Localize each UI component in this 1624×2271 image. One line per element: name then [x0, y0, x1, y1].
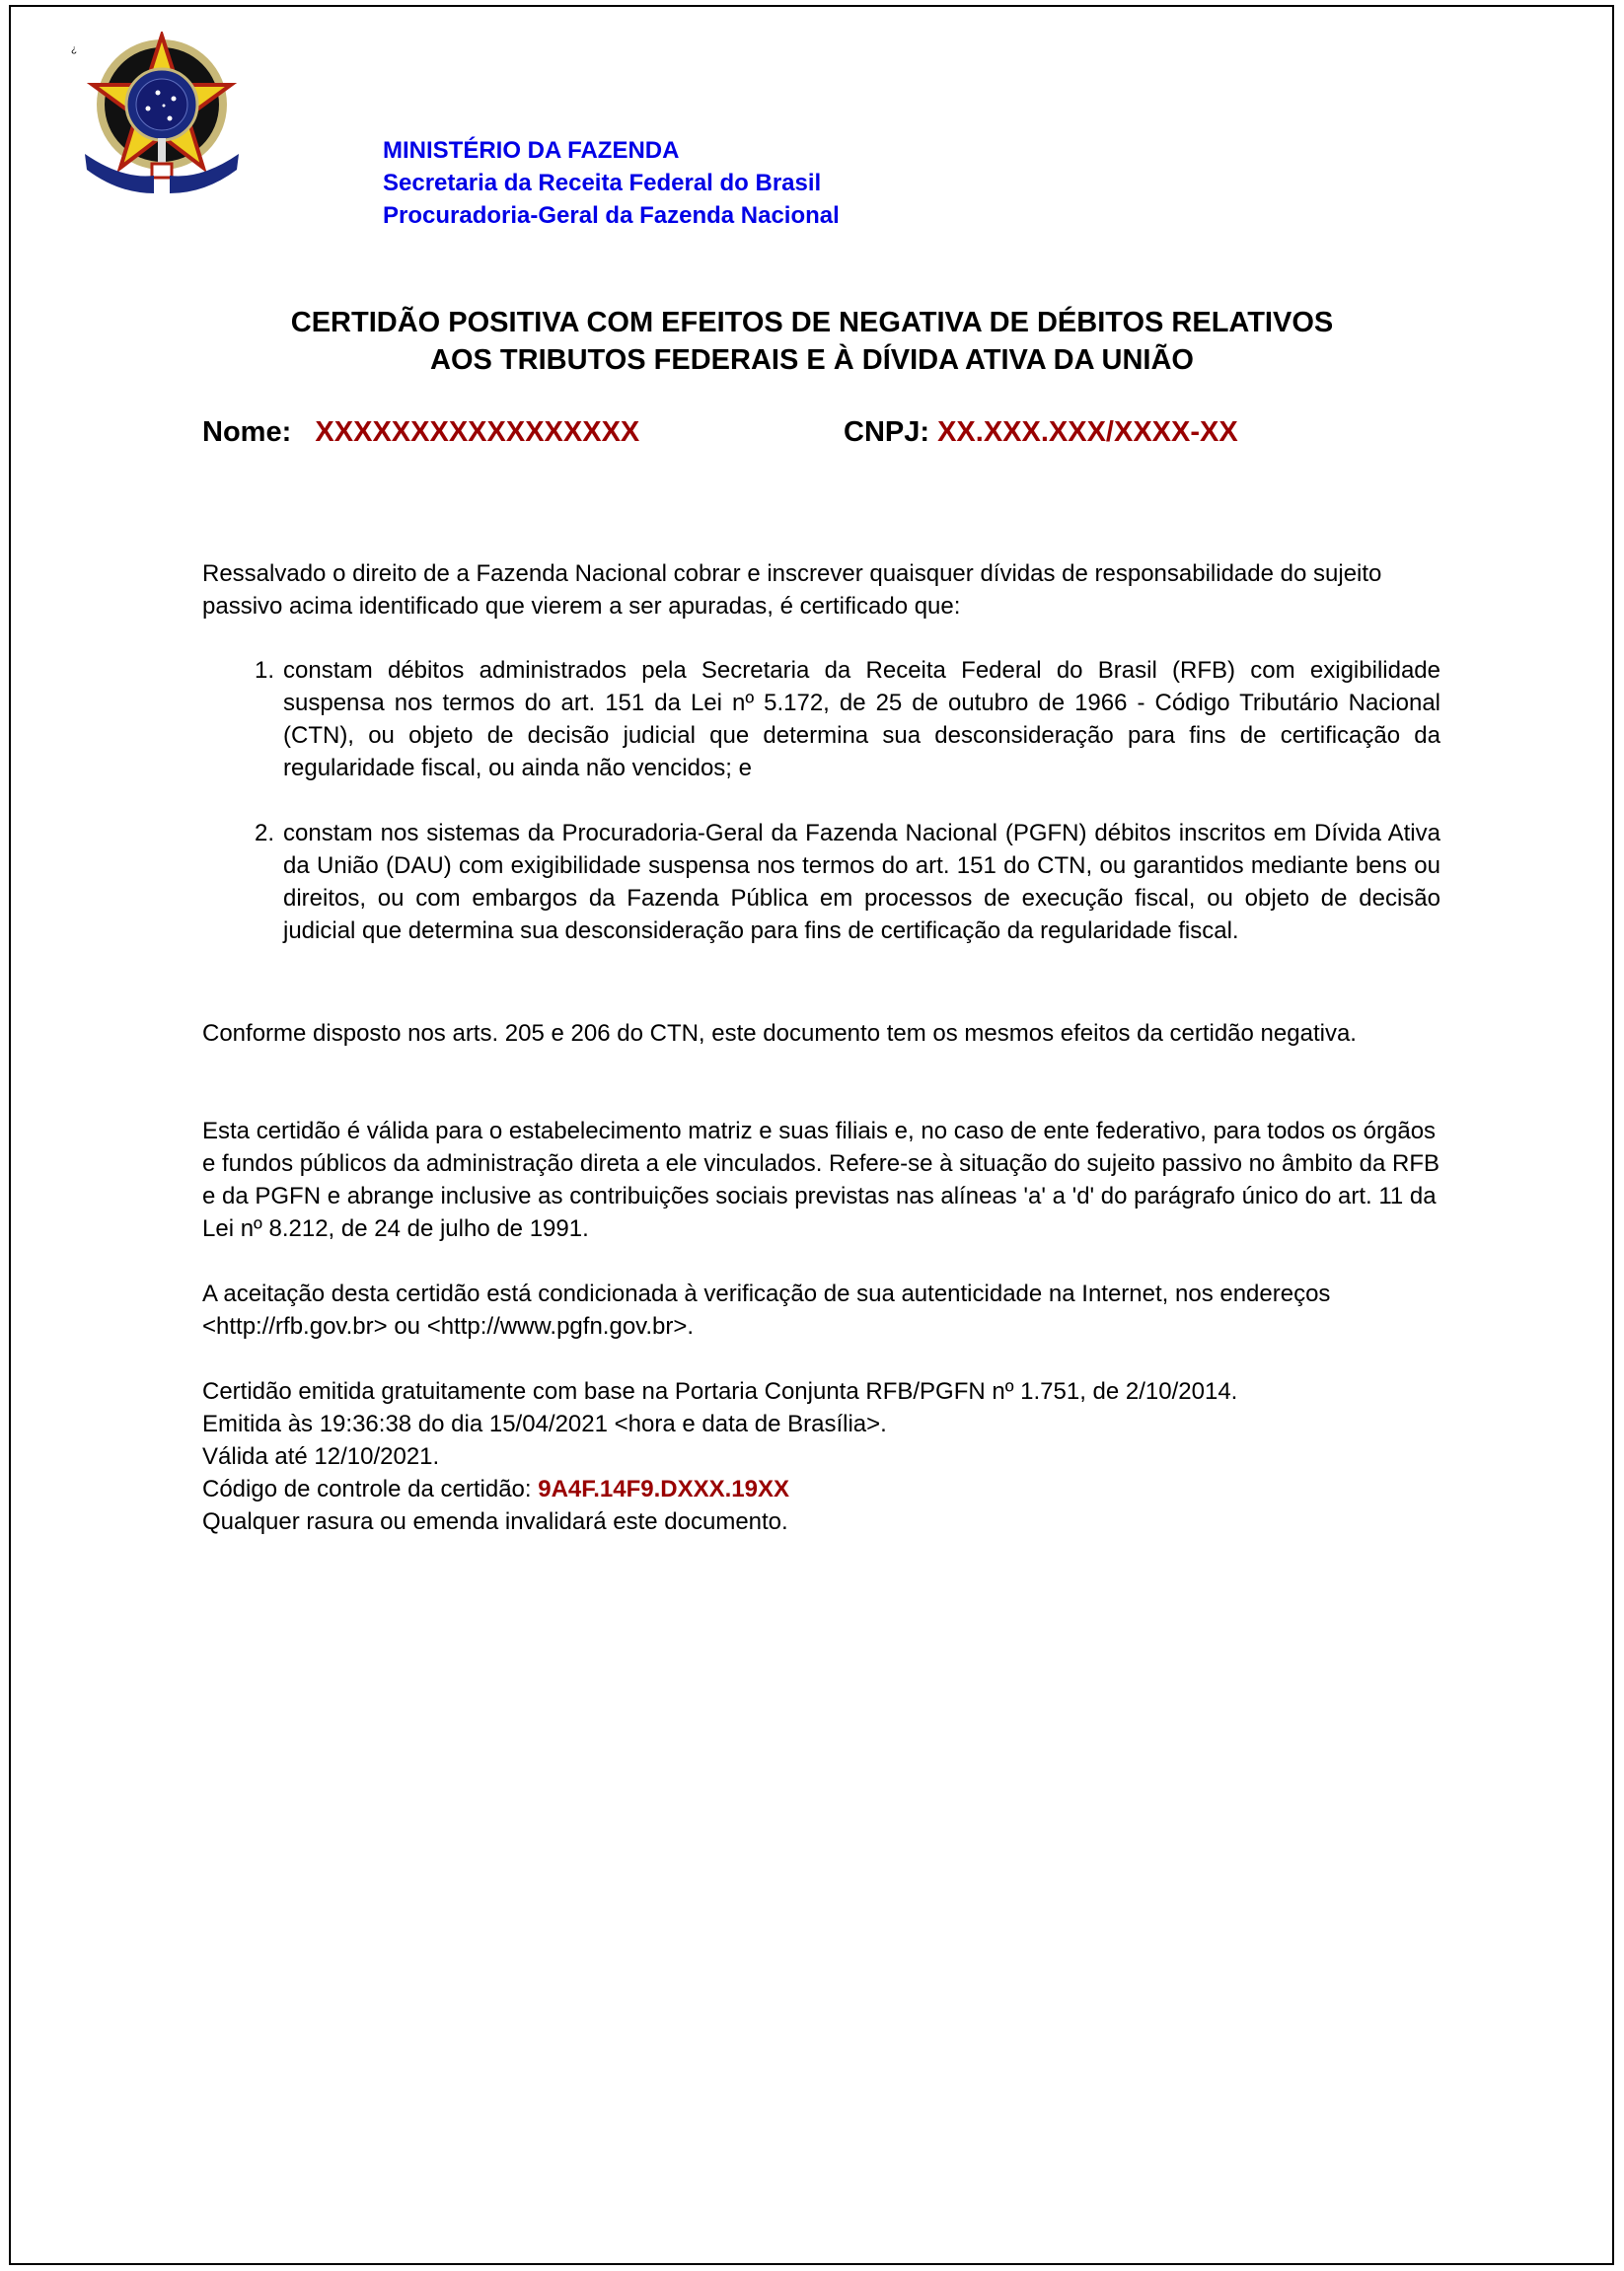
issuer-header: [383, 134, 840, 232]
name-label: Nome:: [202, 416, 292, 448]
effects-paragraph: Conforme disposto nos arts. 205 e 206 do CTN, este documento tem os mesmos efeitos da certidão negativa.: [202, 1020, 1357, 1047]
ministry-name: MINISTÉRIO DA FAZENDA: [383, 137, 680, 164]
attorney-general-name: Procuradoria-Geral da Fazenda Nacional: [383, 202, 840, 229]
item-number: 2.: [255, 820, 275, 846]
control-code-label: Código de controle da certidão:: [202, 1476, 539, 1502]
taxpayer-cnpj: [844, 414, 1238, 450]
cnpj-value: XX.XXX.XXX/XXXX-XX: [937, 416, 1238, 448]
item-text: constam débitos administrados pela Secretaria da Receita Federal do Brasil (RFB) com exigibilidade suspensa nos termos do art. 151 da Lei nº 5.172, de 25 de outubro de 1966 - Código Tributário Nacional (CTN), ou objeto de decisão judicial que determina sua desconsideração para fins de certificação da regularidade fiscal, ou ainda não vencidos; e: [283, 657, 1440, 781]
issued-basis: Certidão emitida gratuitamente com base na Portaria Conjunta RFB/PGFN nº 1.751, de 2/10/2014.: [202, 1378, 1238, 1405]
issued-at: Emitida às 19:36:38 do dia 15/04/2021 <hora e data de Brasília>.: [202, 1411, 887, 1437]
control-code-line: [202, 1473, 1440, 1505]
intro-paragraph: Ressalvado o direito de a Fazenda Nacional cobrar e inscrever quaisquer dívidas de responsabilidade do sujeito passivo acima identificado que vierem a ser apuradas, é certificado que:: [202, 560, 1382, 620]
validity-scope-paragraph: Esta certidão é válida para o estabelecimento matriz e suas filiais e, no caso de ente federativo, para todos os órgãos e fundos públicos da administração direta a ele vinculados. Refere-se à situação do sujeito passivo no âmbito da RFB e da PGFN e abrange inclusive as contribuições sociais previstas nas alíneas 'a' a 'd' do parágrafo único do art. 11 da Lei nº 8.212, de 24 de julho de 1991.: [202, 1118, 1440, 1242]
scan-artifact-mark: ¿: [71, 44, 78, 55]
name-value: XXXXXXXXXXXXXXXXX: [315, 416, 640, 448]
tamper-warning: Qualquer rasura ou emenda invalidará este documento.: [202, 1508, 788, 1535]
title-line-1: CERTIDÃO POSITIVA COM EFEITOS DE NEGATIVA DE DÉBITOS RELATIVOS: [290, 307, 1334, 338]
issuance-details: [202, 1375, 1440, 1538]
acceptance-paragraph: A aceitação desta certidão está condicionada à verificação de sua autenticidade na Internet, nos endereços <http://rfb.gov.br> ou <http://www.pgfn.gov.br>.: [202, 1281, 1331, 1340]
brazil-coat-of-arms-icon: [83, 32, 241, 197]
item-number: 1.: [255, 657, 275, 684]
document-title: [0, 304, 1624, 379]
valid-until: Válida até 12/10/2021.: [202, 1443, 440, 1470]
certification-item: [202, 817, 1440, 947]
certification-item: [202, 654, 1440, 784]
item-text: constam nos sistemas da Procuradoria-Geral da Fazenda Nacional (PGFN) débitos inscritos em Dívida Ativa da União (DAU) com exigibilidade suspensa nos termos do art. 151 do CTN, ou garantidos mediante bens ou direitos, ou com embargos da Fazenda Pública em processos de execução fiscal, ou objeto de decisão judicial que determina sua desconsideração para fins de certificação da regularidade fiscal.: [283, 820, 1440, 944]
cnpj-label: CNPJ:: [844, 416, 930, 448]
secretariat-name: Secretaria da Receita Federal do Brasil: [383, 170, 822, 196]
title-line-2: AOS TRIBUTOS FEDERAIS E À DÍVIDA ATIVA DA UNIÃO: [430, 344, 1194, 376]
certification-items: [202, 654, 1440, 980]
control-code-value: 9A4F.14F9.DXXX.19XX: [538, 1476, 790, 1502]
taxpayer-name: [202, 414, 639, 450]
